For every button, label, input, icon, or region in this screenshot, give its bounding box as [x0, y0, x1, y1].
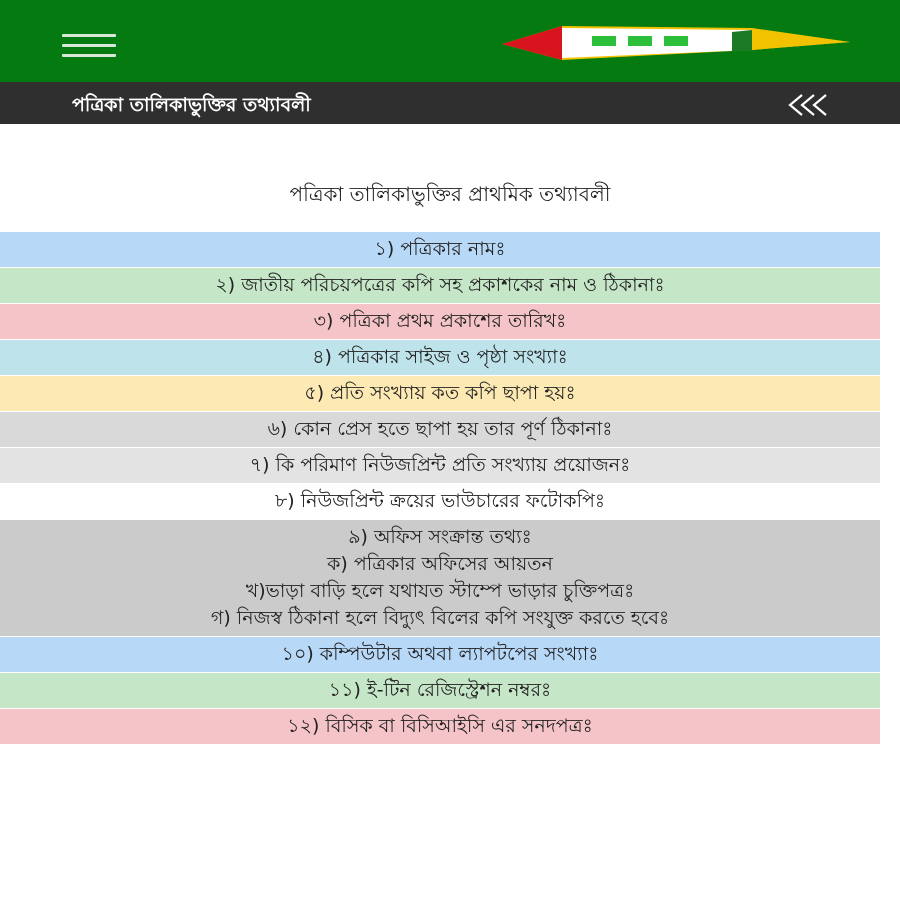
list-item: ৭) কি পরিমাণ নিউজপ্রিন্ট প্রতি সংখ্যায় প্রয়োজনঃ: [0, 448, 880, 483]
list-item: ৩) পত্রিকা প্রথম প্রকাশের তারিখঃ: [0, 304, 880, 339]
list-item: ১১) ই-টিন রেজিস্ট্রেশন নম্বরঃ: [0, 673, 880, 708]
party-flag-logo-icon: [502, 20, 852, 64]
list-item: ৫) প্রতি সংখ্যায় কত কপি ছাপা হয়ঃ: [0, 376, 880, 411]
list-item: ৮) নিউজপ্রিন্ট ক্রয়ের ভাউচারের ফটোকপিঃ: [0, 484, 880, 519]
list-item: ১২) বিসিক বা বিসিআইসি এর সনদপত্রঃ: [0, 709, 880, 744]
app-header: [0, 0, 900, 82]
list-item: ৪) পত্রিকার সাইজ ও পৃষ্ঠা সংখ্যাঃ: [0, 340, 880, 375]
list-item: ২) জাতীয় পরিচয়পত্রের কপি সহ প্রকাশকের নাম ও ঠিকানাঃ: [0, 268, 880, 303]
list-item: ৬) কোন প্রেস হতে ছাপা হয় তার পূর্ণ ঠিকানাঃ: [0, 412, 880, 447]
section-heading: পত্রিকা তালিকাভুক্তির প্রাথমিক তথ্যাবলী: [289, 182, 611, 206]
info-list: [0, 232, 880, 745]
list-item: ১০) কম্পিউটার অথবা ল্যাপটপের সংখ্যাঃ: [0, 637, 880, 672]
hamburger-icon[interactable]: [62, 30, 116, 60]
content-area[interactable]: [0, 124, 900, 756]
page-title: পত্রিকা তালিকাভুক্তির তথ্যাবলী: [72, 94, 311, 116]
list-item: ১) পত্রিকার নামঃ: [0, 232, 880, 267]
list-item: ৯) অফিস সংক্রান্ত তথ্যঃ ক) পত্রিকার অফিসের আয়তন খ)ভাড়া বাড়ি হলে যথাযত স্টাম্পে ভাড়ার চুক্তিপত্রঃ গ) নিজস্ব ঠিকানা হলে বিদ্যুৎ বিলের কপি সংযুক্ত করতে হবেঃ: [0, 520, 880, 636]
double-chevron-left-icon[interactable]: [786, 93, 836, 117]
title-bar: [0, 82, 900, 124]
